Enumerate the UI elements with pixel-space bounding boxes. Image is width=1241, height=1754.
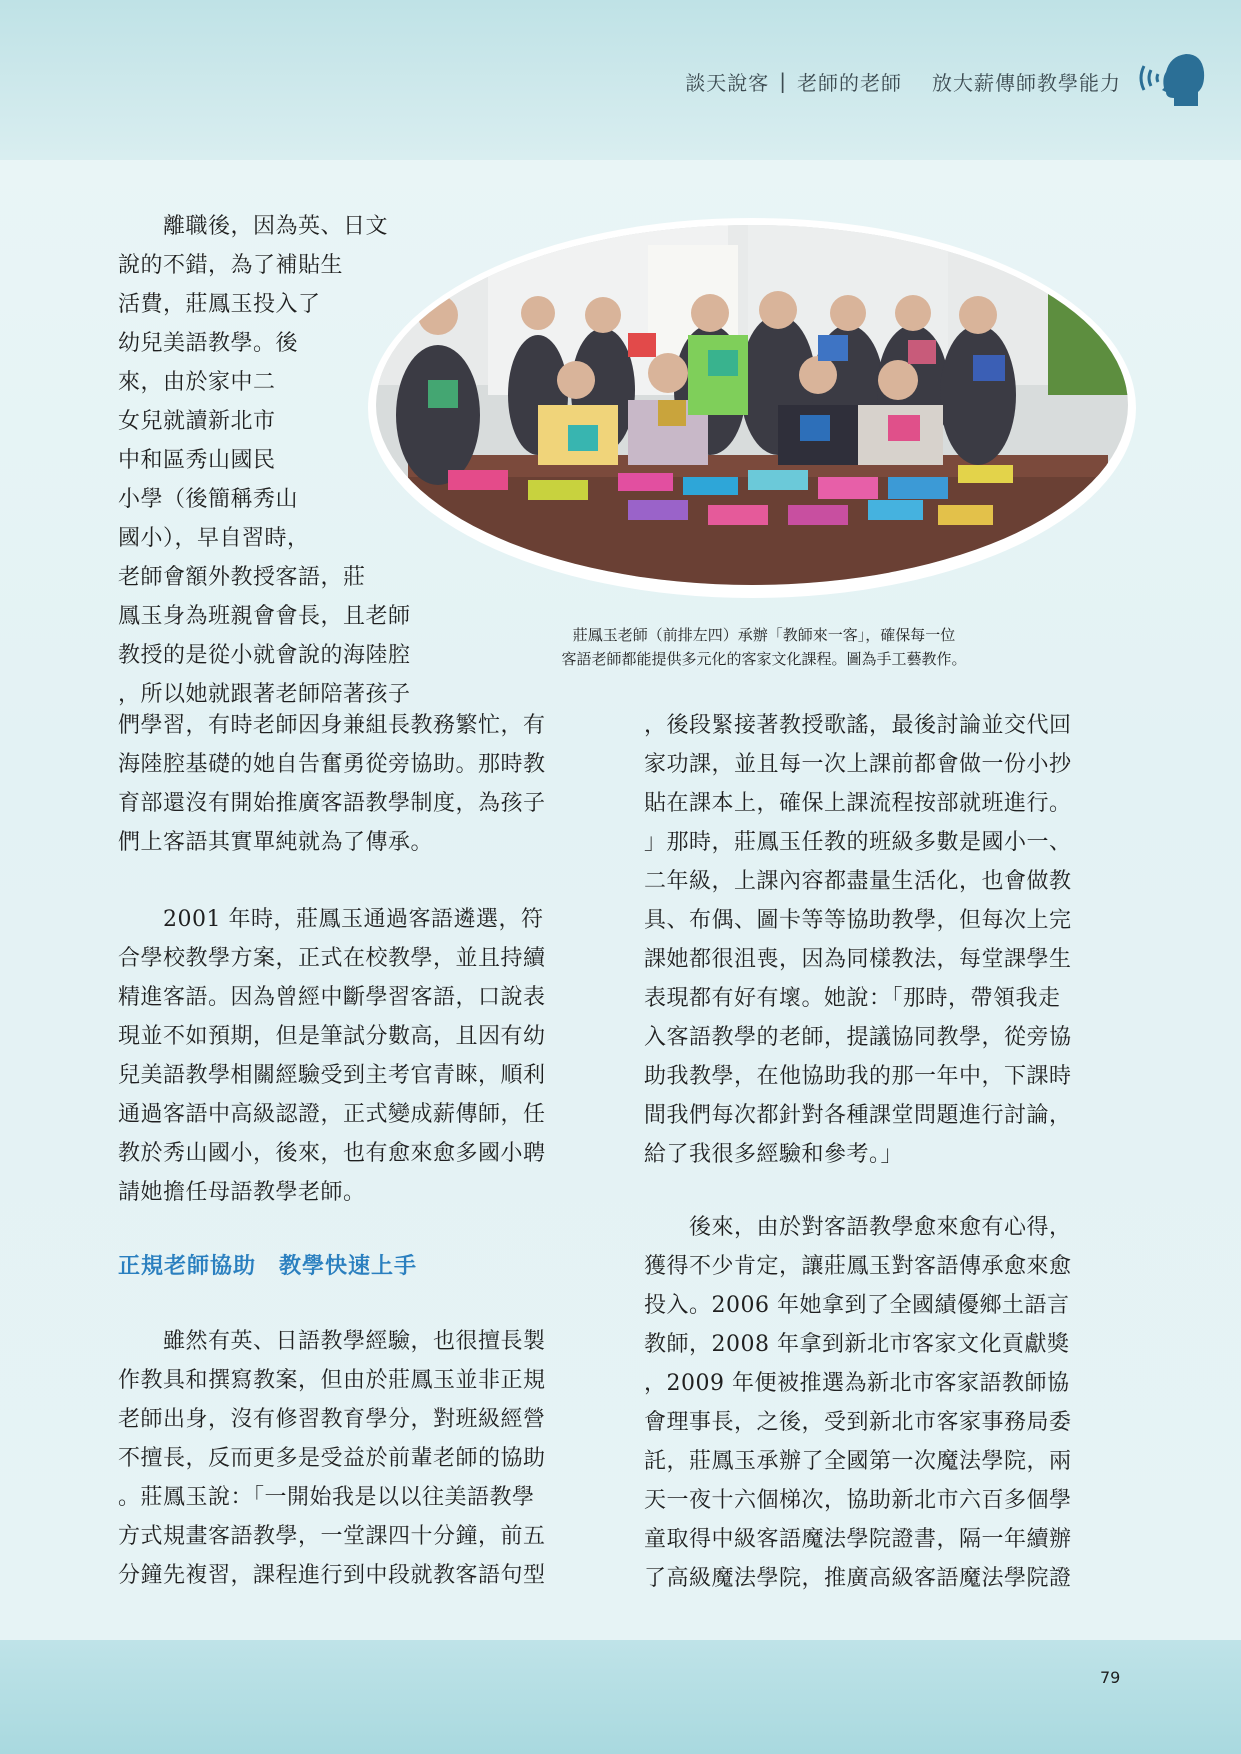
running-header — [685, 66, 1121, 96]
speaking-head-icon — [1134, 48, 1206, 108]
header-title-part1: 老師的老師 — [797, 70, 902, 95]
header-section: 談天說客 — [685, 70, 770, 95]
body-paragraph-1-continued: 們學習，有時老師因身兼組長教務繁忙，有 海陸腔基礎的她自告奮勇從旁協助。那時教 育部還沒有開始推廣客語教學制度，為孩子 們上客語其實單純就為了傳承。 — [118, 713, 546, 855]
body-paragraph-2: 2001 年時，莊鳳玉通過客語遴選，符 合學校教學方案，正式在校教學，並且持續 精進客語。因為曾經中斷學習客語，口說表 現並不如預期，但是筆試分數高，且因有幼 兒美語教學相關經驗受到主考官青睞，順利 通過客語中高級認證，正式變成薪傳師，任 教於秀山國小，後來，也有愈來愈多國小聘 請她擔任母語教學老師。 — [118, 907, 546, 1205]
page-number: 79 — [1100, 1668, 1121, 1687]
body-paragraph-4: ，後段緊接著教授歌謠，最後討論並交代回 家功課，並且每一次上課前都會做一份小抄 貼在課本上，確保上課流程按部就班進行。 」那時，莊鳳玉任教的班級多數是國小一、 二年級，上課內容都盡量生活化，也會做教 具、布偶、圖卡等等協助教學，但每次上完 課她都很沮喪，因為同樣教法，每堂課學生 表現都有好有壞。她說：「那時，帶領我走 入客語教學的老師，提議協同教學，從旁協 助我教學，在他協助我的那一年中，下課時 間我們每次都針對各種課堂問題進行討論， 給了我很多經驗和參考。」 — [644, 713, 1072, 1167]
photo-caption — [504, 623, 1024, 671]
body-paragraph-3: 雖然有英、日語教學經驗，也很擅長製 作教具和撰寫教案，但由於莊鳳玉並非正規 老師出身，沒有修習教育學分，對班級經營 不擅長，反而更多是受益於前輩老師的協助 。莊鳳玉說：「一開始我是以以往美語教學 方式規畫客語教學，一堂課四十分鐘，前五 分鐘先複習，課程進行到中段就教客語句型 — [118, 1329, 546, 1588]
body-paragraph-1: 離職後，因為英、日文 說的不錯，為了補貼生 活費，莊鳳玉投入了 幼兒美語教學。後 來，由於家中二 女兒就讀新北市 中和區秀山國民 小學（後簡稱秀山 國小），早自習時， 老師會額外教授客語，莊 鳳玉身為班親會會長，且老師 教授的是從小就會說的海陸腔 ，所以她就跟著老師陪著孩子 — [118, 214, 411, 707]
caption-line-1: 莊鳳玉老師（前排左四）承辦「教師來一客」，確保每一位 — [572, 626, 956, 644]
caption-line-2: 客語老師都能提供多元化的客家文化課程。圖為手工藝教作。 — [561, 650, 967, 668]
header-separator: | — [779, 69, 787, 93]
section-heading: 正規老師協助 教學快速上手 — [118, 1254, 418, 1279]
classroom-photo — [368, 215, 1136, 602]
body-paragraph-5: 後來，由於對客語教學愈來愈有心得， 獲得不少肯定，讓莊鳳玉對客語傳承愈來愈 投入。2006 年她拿到了全國績優鄉土語言 教師，2008 年拿到新北市客家文化貢獻獎 ，2009 年便被推選為新北市客家語教師協 會理事長，之後，受到新北市客家事務局委 託，莊鳳玉承辦了全國第一次魔法學院，兩 天一夜十六個梯次，協助新北市六百多個學 童取得中級客語魔法學院證書，隔一年續辦 了高級魔法學院，推廣高級客語魔法學院證 — [644, 1215, 1072, 1591]
header-title-part2: 放大薪傳師教學能力 — [932, 70, 1121, 95]
footer-band — [0, 1640, 1241, 1754]
